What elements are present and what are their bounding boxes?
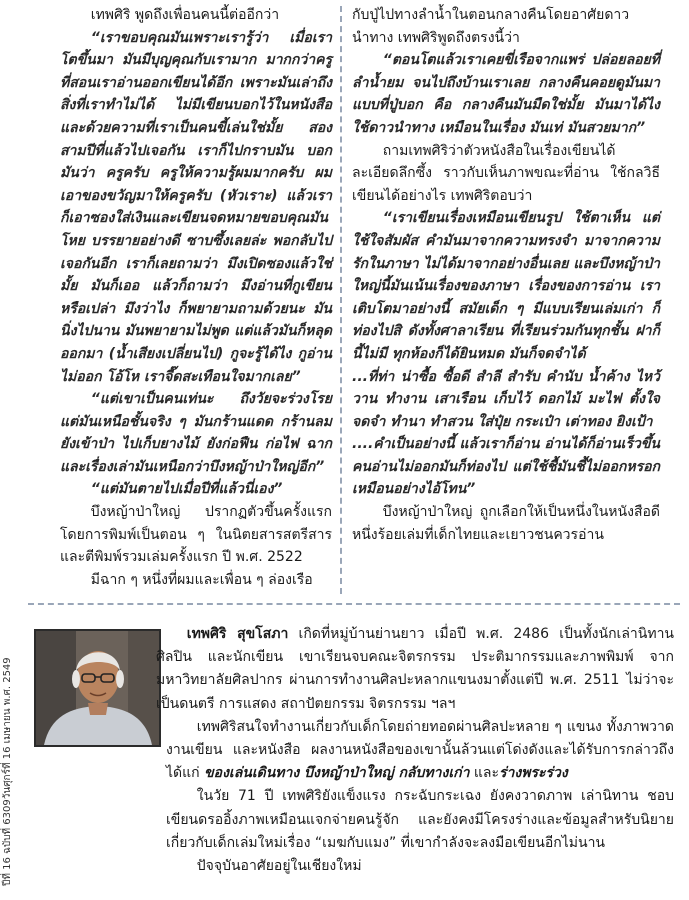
- bio-paragraph: ในวัย 71 ปี เทพศิริยังแข็งแรง กระฉับกระเฉง ยังคงวาดภาพ เล่านิทาน ชอบเขียนดรออิ้งภาพเหมือนแจกจ่ายคนรู้จัก และยังคงมีโครงร่างและข้อมูลสำหรับนิยายเกี่ยวกับเด็กเล่มใหม่เรื่อง “เมฆกับแมง” ที่เขากำลังจะลงมือเขียนอีกไม่นาน: [166, 788, 674, 851]
- portrait-photo-icon: [36, 631, 159, 745]
- quote-paragraph: “แต่เขาเป็นคนเท่นะ ถึงวัยจะร่วงโรย แต่มันเหนือชั้นจริง ๆ มันกร้านแดด กร้านลม ยังเข้าป่า ไปเก็บยางไม้ ยังก่อฟืน ก่อไฟ ฉากและเรื่องเล่ามันเหนือกว่าบึงหญ้าป่าใหญ่อีก”: [60, 391, 332, 475]
- quote-paragraph: “เราขอบคุณมันเพราะเรารู้ว่า เมื่อเราโตขึ้นมา มันมีบุญคุณกับเรามาก มากกว่าครูที่สอนเราอ่านออกเขียนได้อีก เพราะมันเล่าถึงสิ่งที่เราทำไม่ได้ ไม่มีเขียนบอกไว้ในหนังสือ และด้วยความที่เราเป็นคนขี้เล่นใช่มั้ย สองสามปีที่แล้วไปเจอกัน เราก็ไปกราบมัน บอกมันว่า ครูครับ ครูให้ความรู้ผมมากครับ ผมเอาของขวัญมาให้ครูครับ (หัวเราะ) แล้วเราก็เอาซองใส่เงินและเขียนจดหมายขอบคุณมัน โหย บรรยายอย่างดี ซาบซึ้งเลยล่ะ พอกลับไปเจอกันอีก เราก็เลยถามว่า มึงเปิดซองแล้วใช่มั้ย มันก็เออ แล้วก็ถามว่า มึงอ่านที่กูเขียนหรือเปล่า มึงว่าไง ก็พยายามถามด้วยนะ มันนิ่งไปนาน มันพยายามไม่พูด แต่แล้วมันก็หลุดออกมา (น้ำเสียงเปลี่ยนไป) กูจะรู้ได้ไง กูอ่านไม่ออก โอ้โห เราจี๊ดสะเทือนใจมากเลย”: [60, 29, 332, 385]
- author-name: เทพศิริ สุขโสภา: [186, 626, 289, 642]
- quote-paragraph: “เราเขียนเรื่องเหมือนเขียนรูป ใช้ตาเห็น แต่ใช้ใจสัมผัส คำมันมาจากความทรงจำ มาจากความรักในภาษา ไม่ได้มาจากอย่างอื่นเลย และบึงหญ้าป่าใหญ่นี้มันเน้นเรื่องของภาษา เรื่องของการอ่าน เราเติบโตมาอย่างนี้ สมัยเด็ก ๆ มีแบบเรียนเล่มเก่า ก็ท่องไปสิ ดังทั้งศาลาเรียน ที่เรียนร่วมกันทุกชั้น ฝาก็นี้ไม่มี ทุกห้องก็ได้ยินหมด มันก็จดจำได้: [352, 210, 660, 362]
- left-column: [60, 4, 332, 591]
- paragraph: มีฉาก ๆ หนึ่งที่ผมและเพื่อน ๆ ล่องเรือ: [90, 571, 313, 588]
- bio-paragraph: [166, 716, 674, 786]
- quote-paragraph: ...ที่ท่า น่าซื้อ ซื้อดี สำลี สำรับ คำนับ น้ำค้าง ไหว้วาน ทำงาน เสาเรือน เก็บไว้ ดอกไม้ มะไฟ ตั้งใจ จดจำ ทำนา ทำสวน ใส่ปุ๋ย กระเป๋า เต่าทอง ยิงเป้า: [352, 368, 660, 430]
- quote-paragraph: “แต่มันตายไปเมื่อปีที่แล้วนี่เอง”: [90, 481, 283, 498]
- paragraph: บึงหญ้าป่าใหญ่ ถูกเลือกให้เป็นหนึ่งในหนังสือดี หนึ่งร้อยเล่มที่เด็กไทยและเยาวชนควรอ่าน: [352, 504, 660, 543]
- author-bio: [156, 623, 674, 878]
- bio-paragraph: ปัจจุบันอาศัยอยู่ในเชียงใหม่: [196, 858, 362, 875]
- issue-caption: ปีที่ 16 ฉบับที่ 6309วันศุกร์ที่ 16 เมษายน พ.ศ. 2549: [2, 657, 13, 886]
- bio-text: เทพศิริสนใจทำงานเกี่ยวกับเด็กโดยถ่ายทอดผ่านศิลปะหลาย ๆ แขนง ทั้งภาพวาด งานเขียน และหนังสือ ผลงานหนังสือของเขานั้นล้วนแต่โด่งดังและได้รับการกล่าวถึงได้แก่: [166, 718, 674, 782]
- paragraph: กับปู่ไปทางลำน้ำในตอนกลางคืนโดยอาศัยดาวนำทาง เทพศิริพูดถึงตรงนี้ว่า: [352, 7, 630, 46]
- quote-paragraph: “ตอนโตแล้วเราเคยขี่เรือจากแพร่ ปล่อยลอยที่ลำน้ำยม จนไปถึงบ้านเราเลย กลางคืนคอยดูมันมาแบบที่ปู่บอก คือ กลางคืนมันมืดใช่มั้ย มันมาได้ไง ใช้ดาวนำทาง เหมือนในเรื่อง มันเท่ มันสวยมาก”: [352, 52, 660, 136]
- paragraph: บึงหญ้าป่าใหญ่ ปรากฏตัวขึ้นครั้งแรกโดยการพิมพ์เป็นตอน ๆ ในนิตยสารสตรีสาร และตีพิมพ์รวมเล่มครั้งแรก ปี พ.ศ. 2522: [60, 504, 332, 566]
- column-divider: [340, 6, 342, 594]
- bio-text: เกิดที่หมู่บ้านย่านยาว เมื่อปี พ.ศ. 2486 เป็นทั้งนักเล่านิทาน ศิลปิน และนักเขียน เขาเรียนจบคณะจิตรกรรม ประติมากรรมและภาพพิมพ์ จากมหาวิทยาลัยศิลปากร ผ่านการทำงานศิลปะหลากแขนงมาตั้งแต่ปี พ.ศ. 2511 ไม่ว่าจะเป็นดนตรี การแสดง สถาปัตยกรรม จิตรกรรม ฯลฯ: [156, 626, 674, 712]
- paragraph: เทพศิริ พูดถึงเพื่อนคนนี้ต่ออีกว่า: [90, 7, 280, 23]
- quote-paragraph: ....คำเป็นอย่างนี้ แล้วเราก็อ่าน อ่านได้ก็อ่านเร็วขึ้น คนอ่านไม่ออกมันก็ท่องไป แต่ใช้ชื้มันชี้ไม่ออกหรอก เหมือนอย่างไอ้โทน”: [352, 436, 660, 498]
- author-photo: [34, 629, 161, 747]
- book-title: ร่างพระร่วง: [499, 765, 568, 782]
- book-titles: ของเล่นเดินทาง บึงหญ้าป่าใหญ่ กลับทางเก่า: [204, 765, 470, 782]
- section-divider: [28, 603, 680, 605]
- right-column: [352, 4, 660, 546]
- paragraph: ถามเทพศิริว่าตัวหนังสือในเรื่องเขียนได้ละเอียดลึกซึ้ง ราวกับเห็นภาพขณะที่อ่าน ใช้กลวิธีเขียนได้อย่างไร เทพศิริตอบว่า: [352, 142, 660, 204]
- bio-text: และ: [469, 765, 500, 782]
- bio-paragraph: [156, 623, 674, 716]
